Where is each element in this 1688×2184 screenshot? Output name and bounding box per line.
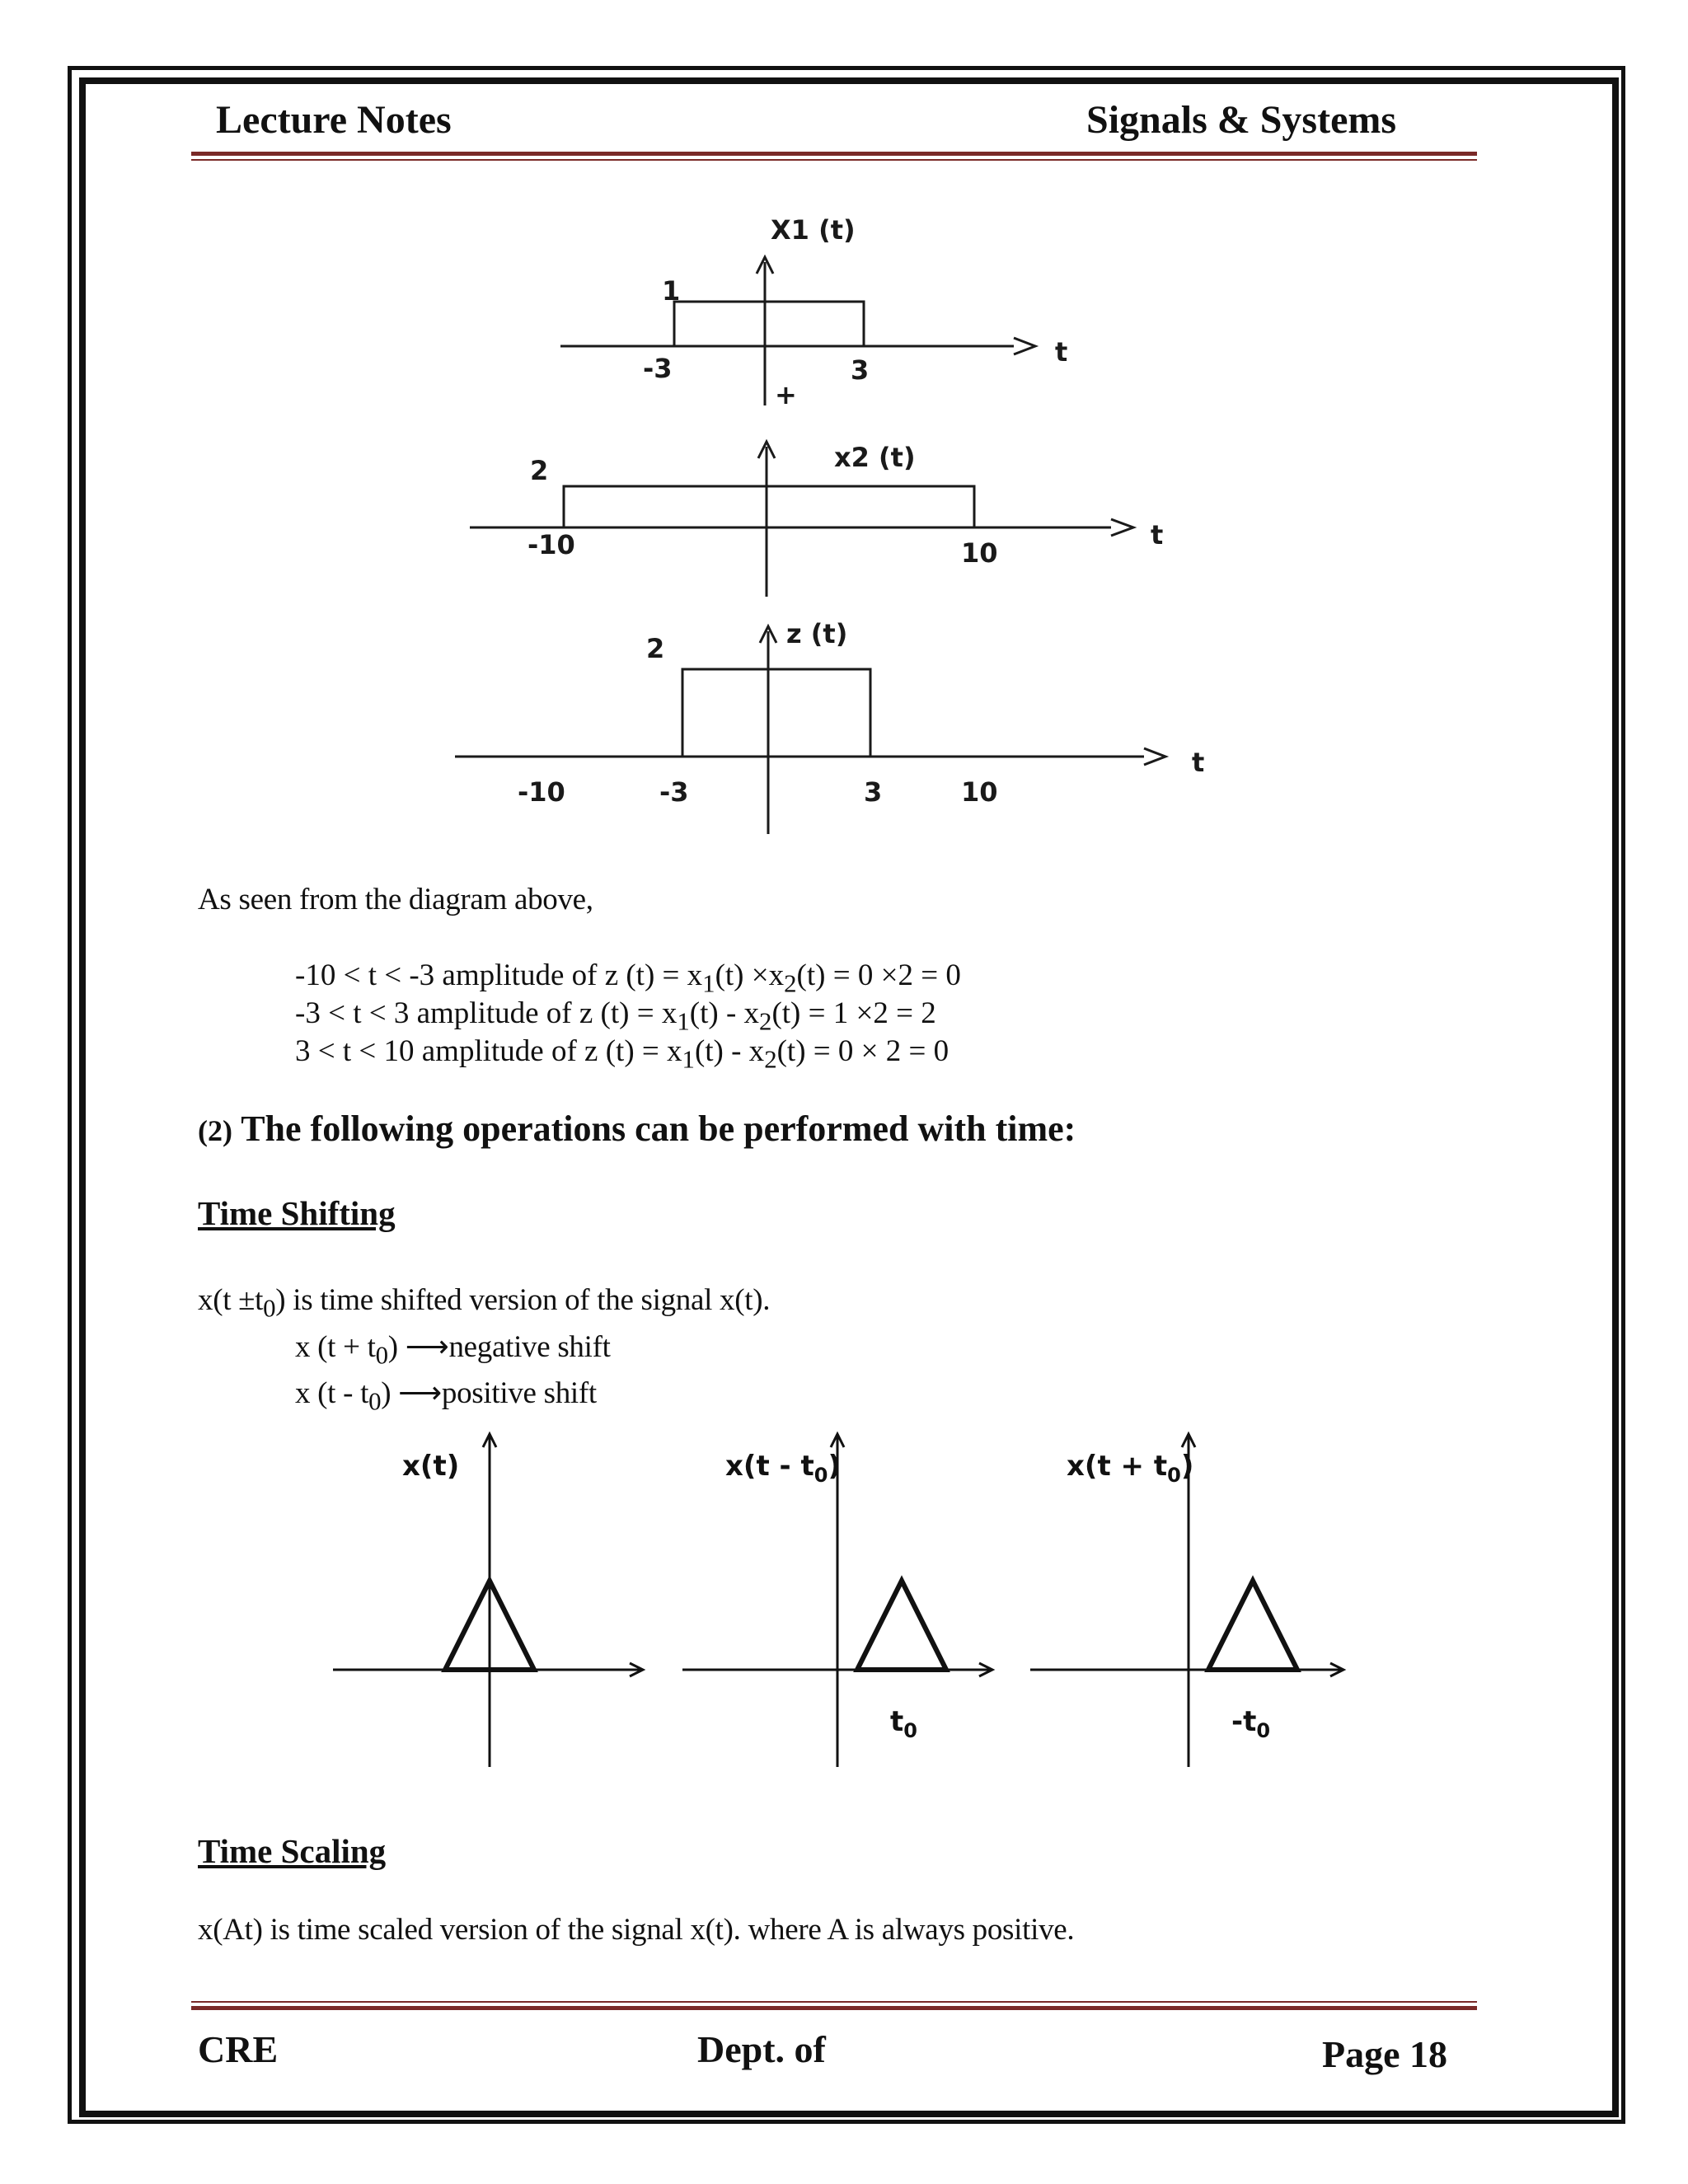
time-shifting-heading: Time Shifting: [198, 1194, 396, 1232]
x1-label: X1 (t): [771, 214, 856, 246]
p2-tick-label: $t_0$: [890, 1705, 917, 1742]
time-shifting-line-1: $x(t \pm t_0)$ is time shifted version of the signal x(t).: [198, 1283, 771, 1323]
equation-line-3: 3 < t < 10 amplitude of z $(t) = x_1(t) - x_2(t) = 0 \times 2 = 0$: [295, 1034, 950, 1074]
footer-rule-thin: [191, 2001, 1477, 2003]
z-t-label: t: [1192, 747, 1205, 778]
p3-tick-label: $-t_0$: [1231, 1705, 1271, 1742]
x1-pos-tick: 3: [851, 354, 870, 386]
x1-axis-arrow: [1014, 338, 1035, 354]
z-tick-neg3: -3: [659, 776, 689, 808]
time-shifting-figure: [0, 1418, 1688, 1780]
x2-amplitude-label: 2: [530, 455, 549, 486]
section-number: (2): [198, 1114, 232, 1147]
section-title: The following operations can be performed with time:: [241, 1108, 1076, 1149]
z-rect-pulse: [682, 669, 870, 757]
header-title-right: Signals & Systems: [1086, 98, 1397, 142]
x2-rect-pulse: [564, 486, 974, 527]
intro-text: As seen from the diagram above,: [198, 883, 593, 916]
page-number: Page 18: [1322, 2033, 1448, 2075]
x2-neg-tick: -10: [528, 529, 575, 560]
z-tick-neg10: -10: [518, 776, 565, 808]
x1-neg-tick: -3: [643, 353, 673, 384]
z-tick-pos10: 10: [961, 776, 998, 808]
z-tick-pos3: 3: [864, 776, 883, 808]
x2-pos-tick: 10: [961, 537, 998, 569]
time-shifting-line-3: x $(t - t_0)$ ⟶positive shift: [295, 1376, 597, 1416]
equation-line-2: -3 < t < 3 amplitude of z $(t) = x_1(t) - x_2(t) = 1 \times 2 = 2$: [295, 996, 936, 1036]
x1-plus-mark: +: [775, 379, 797, 410]
footer-left: CRE: [198, 2028, 279, 2070]
x1-amplitude-label: 1: [662, 275, 681, 307]
header-title-left: Lecture Notes: [216, 98, 452, 142]
footer-center: Dept. of: [697, 2028, 826, 2070]
time-scaling-line-1: x(At) is time scaled version of the signal x(t). where A is always positive.: [198, 1913, 1075, 1947]
signal-multiplication-figure: [0, 0, 1688, 841]
p2-triangle-pulse: [857, 1581, 946, 1670]
x2-t-label: t: [1151, 519, 1164, 551]
equation-line-1: -10 < t < -3 amplitude of z $(t) = x_1(t) \times x_2(t) = 0 \times 2 = 0$: [295, 958, 961, 998]
footer-rule: [191, 2006, 1477, 2010]
p2-label: $x(t - t_0)$: [725, 1450, 842, 1487]
x1-t-label: t: [1055, 336, 1068, 368]
p3-label: $x(t + t_0)$: [1067, 1450, 1194, 1487]
x2-label: x2 (t): [834, 442, 916, 473]
time-shifting-line-2: x $(t + t_0)$ ⟶negative shift: [295, 1330, 611, 1370]
x1-rect-pulse: [674, 302, 864, 346]
z-amplitude-label: 2: [646, 633, 665, 664]
p1-label: x(t): [402, 1450, 460, 1483]
p3-triangle-pulse: [1208, 1581, 1297, 1670]
z-label: z (t): [786, 618, 848, 649]
time-scaling-heading: Time Scaling: [198, 1832, 387, 1870]
section-2-heading: [198, 1108, 1076, 1150]
